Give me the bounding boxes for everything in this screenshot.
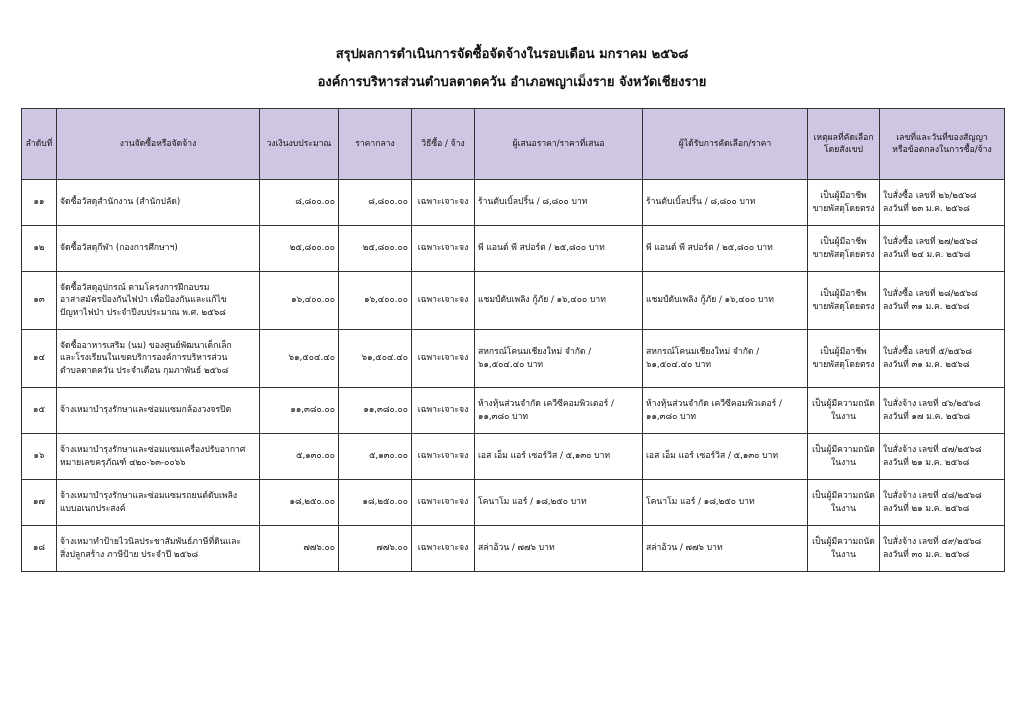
median-price: ๑๖,๔๐๐.๐๐ <box>364 295 408 306</box>
table-row <box>22 180 1005 226</box>
reason-line-1: เป็นผู้มีอาชีพ <box>820 289 867 300</box>
bidder-line-1: สล่าอ้วน / ๗๗๖ บาท <box>478 543 555 554</box>
header-reason-line-1: เหตุผลที่คัดเลือก <box>813 132 874 143</box>
reason-cell <box>808 526 880 572</box>
selected-line-1: แชมป์ดับเพลิง กู้ภัย / ๑๖,๔๐๐ บาท <box>646 295 774 306</box>
median-price-cell <box>339 330 412 388</box>
reason-line-1: เป็นผู้มีความถนัด <box>812 445 875 456</box>
budget-amount: ๖๑,๕๐๔.๔๐ <box>288 353 335 364</box>
header-reason <box>808 109 880 180</box>
work-description-line-1: จัดซื้อวัสดุสำนักงาน (สำนักปลัด) <box>60 197 181 208</box>
work-description-line-1: จัดซื้อวัสดุอุปกรณ์ ตามโครงการฝึกอบรม <box>60 282 210 293</box>
work-description-line-2: แบบอเนกประสงค์ <box>60 503 126 514</box>
row-number-cell <box>22 272 57 330</box>
row-number: ๑๒ <box>33 243 45 254</box>
contract-line-2: ลงวันที่ ๒๓ ม.ค. ๒๕๖๘ <box>883 203 970 214</box>
contract-cell <box>880 226 1005 272</box>
row-number-cell <box>22 180 57 226</box>
work-description-cell <box>57 480 260 526</box>
procurement-summary-table <box>21 108 1005 572</box>
reason-line-1: เป็นผู้มีอาชีพ <box>820 191 867 202</box>
header-contract <box>880 109 1005 180</box>
selected-cell <box>643 272 808 330</box>
bidder-line-1: ห้างหุ้นส่วนจำกัด เควีซีคอมพิวเตอร์ / <box>478 399 614 410</box>
contract-line-2: ลงวันที่ ๓๑ ม.ค. ๒๕๖๘ <box>883 301 970 312</box>
reason-cell <box>808 388 880 434</box>
selected-line-2: ๑๑,๓๘๐ บาท <box>646 411 697 422</box>
contract-line-1: ใบสั่งจ้าง เลขที่ ๔๙/๒๕๖๘ <box>883 537 982 548</box>
contract-line-1: ใบสั่งซื้อ เลขที่ ๒๘/๒๕๖๘ <box>883 289 978 300</box>
procurement-method: เฉพาะเจาะจง <box>417 543 469 554</box>
work-description-line-1: จัดซื้ออาหารเสริม (นม) ของศูนย์พัฒนาเด็กเล็ก <box>60 340 232 351</box>
work-description-line-2: สิ่งปลูกสร้าง ภาษีป้าย ประจำปี ๒๕๖๘ <box>60 549 199 560</box>
procurement-method: เฉพาะเจาะจง <box>417 451 469 462</box>
bidder-line-1: เอส เอ็ม แอร์ เซอร์วิส / ๕,๑๓๐ บาท <box>478 451 611 462</box>
budget-amount: ๗๗๖.๐๐ <box>303 543 335 554</box>
header-bidders: ผู้เสนอราคา/ราคาที่เสนอ <box>475 109 643 180</box>
reason-line-1: เป็นผู้มีความถนัด <box>812 491 875 502</box>
procurement-method: เฉพาะเจาะจง <box>417 353 469 364</box>
work-description-cell <box>57 226 260 272</box>
reason-cell <box>808 434 880 480</box>
document-title: สรุปผลการดำเนินการจัดซื้อจัดจ้างในรอบเดือน มกราคม ๒๕๖๘ <box>335 47 689 62</box>
selected-cell <box>643 180 808 226</box>
work-description-cell <box>57 272 260 330</box>
budget-cell <box>260 526 339 572</box>
procurement-method: เฉพาะเจาะจง <box>417 295 469 306</box>
procurement-method: เฉพาะเจาะจง <box>417 243 469 254</box>
bidders-cell <box>475 226 643 272</box>
selected-cell <box>643 388 808 434</box>
selected-cell <box>643 526 808 572</box>
row-number-cell <box>22 330 57 388</box>
table-row <box>22 434 1005 480</box>
work-description-line-3: ตำบลตาดควัน ประจำเดือน กุมภาพันธ์ ๒๕๖๘ <box>60 365 229 376</box>
work-description-line-2: หมายเลขครุภัณฑ์ ๔๒๐-๖๓-๐๐๖๖ <box>60 457 186 468</box>
contract-line-2: ลงวันที่ ๓๑ ม.ค. ๒๕๖๘ <box>883 359 970 370</box>
selected-line-1: โคนาโม แอร์ / ๑๘,๒๕๐ บาท <box>646 497 755 508</box>
budget-cell <box>260 330 339 388</box>
median-price-cell <box>339 526 412 572</box>
selected-line-1: สหกรณ์โคนมเชียงใหม่ จำกัด / <box>646 347 760 358</box>
median-price: ๘,๘๐๐.๐๐ <box>368 197 408 208</box>
budget-cell <box>260 388 339 434</box>
method-cell <box>412 526 475 572</box>
header-budget: วงเงินงบประมาณ <box>260 109 339 180</box>
bidder-line-1: พี แอนด์ พี สปอร์ต / ๒๕,๘๐๐ บาท <box>478 243 605 254</box>
median-price-cell <box>339 480 412 526</box>
selected-line-1: พี แอนด์ พี สปอร์ต / ๒๕,๘๐๐ บาท <box>646 243 773 254</box>
contract-line-2: ลงวันที่ ๒๑ ม.ค. ๒๕๖๘ <box>883 457 970 468</box>
bidders-cell <box>475 388 643 434</box>
reason-line-2: ในงาน <box>831 549 856 560</box>
contract-cell <box>880 330 1005 388</box>
table-row <box>22 480 1005 526</box>
contract-line-1: ใบสั่งซื้อ เลขที่ ๒๗/๒๕๖๘ <box>883 237 978 248</box>
budget-cell <box>260 180 339 226</box>
bidders-cell <box>475 480 643 526</box>
bidders-cell <box>475 180 643 226</box>
contract-line-1: ใบสั่งซื้อ เลขที่ ๒๖/๒๕๖๘ <box>883 191 977 202</box>
table-row <box>22 388 1005 434</box>
header-method: วิธีซื้อ / จ้าง <box>412 109 475 180</box>
header-selected: ผู้ได้รับการคัดเลือก/ราคา <box>643 109 808 180</box>
selected-cell <box>643 330 808 388</box>
row-number: ๑๓ <box>33 295 45 306</box>
row-number: ๑๑ <box>33 197 45 208</box>
budget-amount: ๒๕,๘๐๐.๐๐ <box>289 243 335 254</box>
bidders-cell <box>475 330 643 388</box>
contract-cell <box>880 272 1005 330</box>
table-row <box>22 330 1005 388</box>
row-number: ๑๘ <box>32 543 46 554</box>
row-number-cell <box>22 434 57 480</box>
row-number: ๑๕ <box>33 405 45 416</box>
reason-line-1: เป็นผู้มีความถนัด <box>812 399 875 410</box>
method-cell <box>412 330 475 388</box>
reason-cell <box>808 272 880 330</box>
reason-cell <box>808 226 880 272</box>
budget-amount: ๑๖,๔๐๐.๐๐ <box>291 295 335 306</box>
reason-cell <box>808 180 880 226</box>
budget-cell <box>260 480 339 526</box>
selected-cell <box>643 434 808 480</box>
reason-line-2: ขายพัสดุโดยตรง <box>812 301 875 312</box>
budget-amount: ๕,๑๓๐.๐๐ <box>295 451 335 462</box>
work-description-cell <box>57 526 260 572</box>
selected-line-1: ห้างหุ้นส่วนจำกัด เควีซีคอมพิวเตอร์ / <box>646 399 782 410</box>
median-price-cell <box>339 180 412 226</box>
selected-cell <box>643 226 808 272</box>
work-description-line-3: ปัญหาไฟป่า ประจำปีงบประมาณ พ.ศ. ๒๕๖๘ <box>60 307 226 318</box>
contract-cell <box>880 388 1005 434</box>
bidder-line-1: โคนาโม แอร์ / ๑๘,๒๕๐ บาท <box>478 497 587 508</box>
contract-line-2: ลงวันที่ ๒๑ ม.ค. ๒๕๖๘ <box>883 503 970 514</box>
procurement-method: เฉพาะเจาะจง <box>417 405 469 416</box>
procurement-method: เฉพาะเจาะจง <box>417 497 469 508</box>
median-price: ๒๕,๘๐๐.๐๐ <box>362 243 408 254</box>
table-row <box>22 272 1005 330</box>
contract-line-2: ลงวันที่ ๓๐ ม.ค. ๒๕๖๘ <box>883 549 970 560</box>
row-number-cell <box>22 526 57 572</box>
reason-line-1: เป็นผู้มีอาชีพ <box>820 237 867 248</box>
header-contract-line-1: เลขที่และวันที่ของสัญญา <box>896 132 988 143</box>
bidders-cell <box>475 434 643 480</box>
bidder-line-2: ๑๑,๓๘๐ บาท <box>478 411 529 422</box>
work-description-line-1: จ้างเหมาบำรุงรักษาและซ่อมแซมกล้องวงจรปิด <box>60 405 232 416</box>
work-description-cell <box>57 388 260 434</box>
table-row <box>22 226 1005 272</box>
median-price: ๑๘,๒๕๐.๐๐ <box>362 497 408 508</box>
budget-amount: ๑๘,๒๕๐.๐๐ <box>289 497 335 508</box>
contract-cell <box>880 434 1005 480</box>
reason-line-2: ในงาน <box>831 457 856 468</box>
contract-line-2: ลงวันที่ ๒๔ ม.ค. ๒๕๖๘ <box>883 249 971 260</box>
median-price-cell <box>339 388 412 434</box>
contract-cell <box>880 480 1005 526</box>
row-number: ๑๗ <box>33 497 45 508</box>
work-description-cell <box>57 330 260 388</box>
row-number-cell <box>22 388 57 434</box>
work-description-line-1: จัดซื้อวัสดุกีฬา (กองการศึกษาฯ) <box>60 243 178 254</box>
median-price: ๑๑,๓๘๐.๐๐ <box>363 405 408 416</box>
bidders-cell <box>475 272 643 330</box>
method-cell <box>412 434 475 480</box>
method-cell <box>412 388 475 434</box>
procurement-method: เฉพาะเจาะจง <box>417 197 469 208</box>
header-reason-line-2: โดยสังเขป <box>824 145 863 155</box>
header-contract-line-2: หรือข้อตกลงในการซื้อ/จ้าง <box>892 145 992 155</box>
bidders-cell <box>475 526 643 572</box>
contract-line-1: ใบสั่งซื้อ เลขที่ ๕/๒๕๖๘ <box>883 347 972 358</box>
bidder-line-1: ร้านตับเบิ้ลปริ้น / ๘,๘๐๐ บาท <box>478 197 588 208</box>
header-no: ลำดับที่ <box>22 109 57 180</box>
table-header-row <box>22 109 1005 180</box>
budget-cell <box>260 226 339 272</box>
budget-cell <box>260 434 339 480</box>
reason-line-2: ขายพัสดุโดยตรง <box>812 359 875 370</box>
work-description-cell <box>57 180 260 226</box>
method-cell <box>412 480 475 526</box>
budget-cell <box>260 272 339 330</box>
work-description-line-1: จ้างเหมาทำป้ายไวนิลประชาสัมพันธ์ภาษีที่ดินและ <box>60 537 241 548</box>
selected-line-1: ร้านตับเบิ้ลปริ้น / ๘,๘๐๐ บาท <box>646 197 756 208</box>
reason-line-2: ในงาน <box>831 503 856 514</box>
bidder-line-1: สหกรณ์โคนมเชียงใหม่ จำกัด / <box>478 347 592 358</box>
work-description-cell <box>57 434 260 480</box>
table-row <box>22 526 1005 572</box>
bidder-line-1: แชมป์ดับเพลิง กู้ภัย / ๑๖,๔๐๐ บาท <box>478 295 606 306</box>
work-description-line-1: จ้างเหมาบำรุงรักษาและซ่อมแซมรถยนต์ดับเพลิง <box>60 491 238 502</box>
contract-line-1: ใบสั่งจ้าง เลขที่ ๔๗/๒๕๖๘ <box>883 445 982 456</box>
work-description-line-1: จ้างเหมาบำรุงรักษาและซ่อมแซมเครื่องปรับอากาศ <box>60 445 246 456</box>
budget-amount: ๑๑,๓๘๐.๐๐ <box>290 405 335 416</box>
work-description-line-2: อาสาสมัครป้องกันไฟป่า เพื่อป้องกันและแก้ไข <box>60 295 227 306</box>
contract-line-1: ใบสั่งจ้าง เลขที่ ๔๘/๒๕๖๘ <box>883 491 982 502</box>
reason-cell <box>808 330 880 388</box>
median-price-cell <box>339 226 412 272</box>
selected-cell <box>643 480 808 526</box>
reason-line-2: ขายพัสดุโดยตรง <box>812 249 875 260</box>
budget-amount: ๘,๘๐๐.๐๐ <box>295 197 335 208</box>
row-number-cell <box>22 226 57 272</box>
header-median-price: ราคากลาง <box>339 109 412 180</box>
header-work: งานจัดซื้อหรือจัดจ้าง <box>57 109 260 180</box>
selected-line-1: เอส เอ็ม แอร์ เซอร์วิส / ๕,๑๓๐ บาท <box>646 451 779 462</box>
method-cell <box>412 180 475 226</box>
reason-line-1: เป็นผู้มีความถนัด <box>812 537 875 548</box>
contract-cell <box>880 526 1005 572</box>
row-number: ๑๔ <box>33 353 45 364</box>
document-subtitle: องค์การบริหารส่วนตำบลตาดควัน อำเภอพญาเม็งราย จังหวัดเชียงราย <box>317 75 707 90</box>
method-cell <box>412 226 475 272</box>
bidder-line-2: ๖๑,๕๐๔.๔๐ บาท <box>478 359 544 370</box>
median-price: ๖๑,๕๐๔.๔๐ <box>361 353 408 364</box>
work-description-line-2: และโรงเรียนในเขตบริการองค์การบริหารส่วน <box>60 353 228 364</box>
contract-line-1: ใบสั่งจ้าง เลขที่ ๔๖/๒๕๖๘ <box>883 399 981 410</box>
median-price-cell <box>339 434 412 480</box>
row-number: ๑๖ <box>33 451 45 462</box>
reason-line-1: เป็นผู้มีอาชีพ <box>820 347 867 358</box>
selected-line-1: สล่าอ้วน / ๗๗๖ บาท <box>646 543 723 554</box>
median-price: ๗๗๖.๐๐ <box>376 543 408 554</box>
contract-cell <box>880 180 1005 226</box>
reason-cell <box>808 480 880 526</box>
median-price-cell <box>339 272 412 330</box>
selected-line-2: ๖๑,๕๐๔.๔๐ บาท <box>646 359 712 370</box>
median-price: ๕,๑๓๐.๐๐ <box>368 451 408 462</box>
contract-line-2: ลงวันที่ ๑๗ ม.ค. ๒๕๖๘ <box>883 411 971 422</box>
row-number-cell <box>22 480 57 526</box>
method-cell <box>412 272 475 330</box>
reason-line-2: ขายพัสดุโดยตรง <box>812 203 875 214</box>
reason-line-2: ในงาน <box>831 411 856 422</box>
